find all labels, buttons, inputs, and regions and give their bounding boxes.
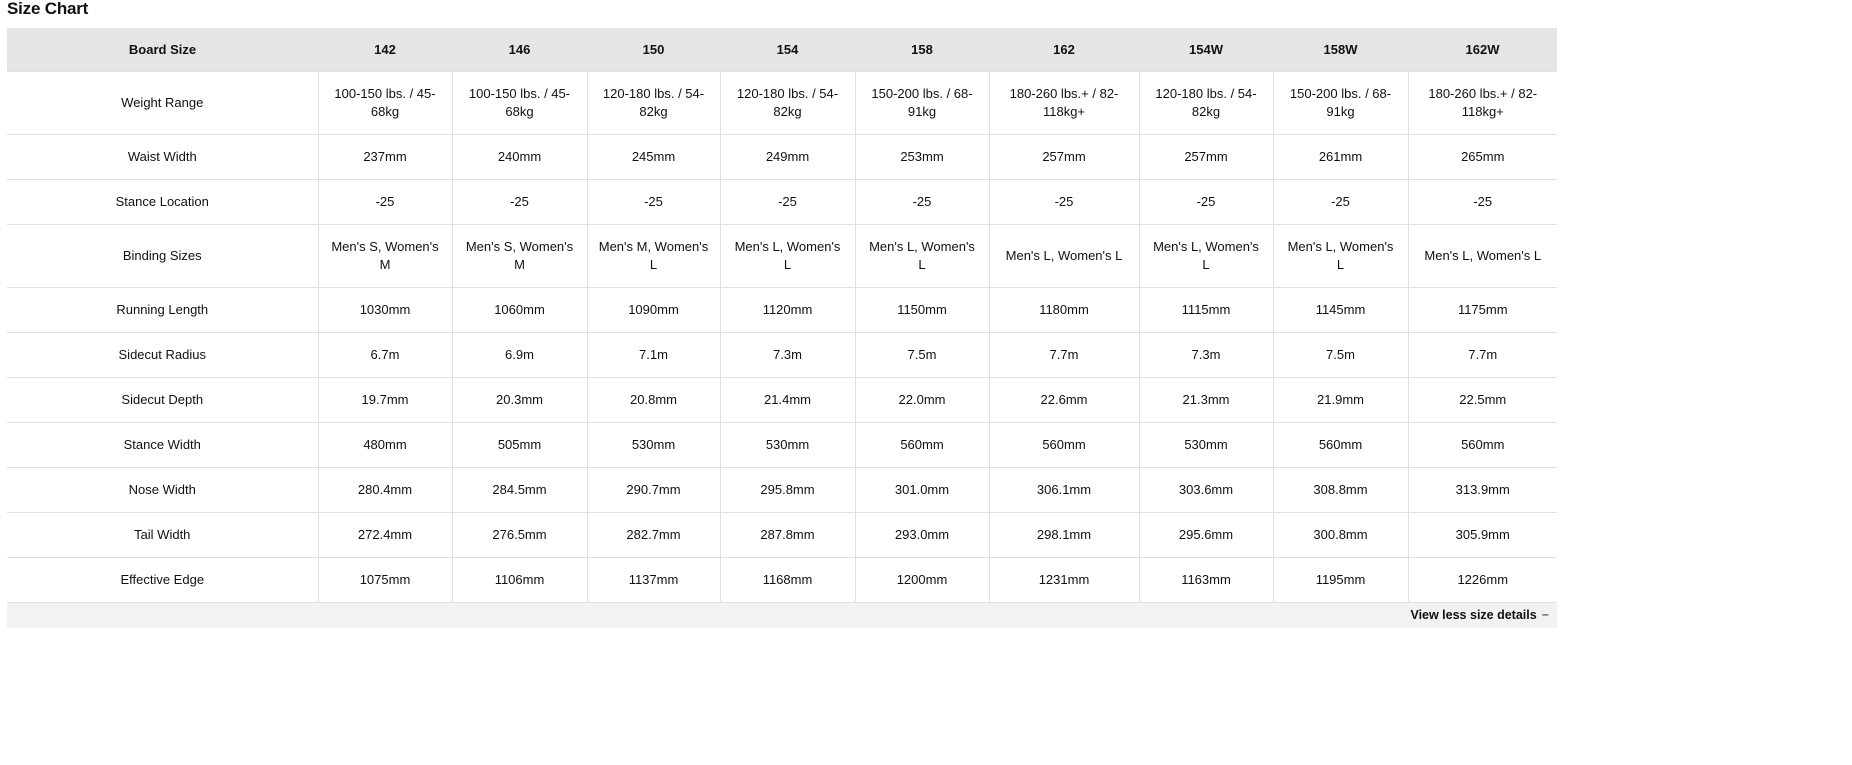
table-cell: 245mm bbox=[587, 134, 720, 179]
table-cell: 7.1m bbox=[587, 332, 720, 377]
table-cell: 1168mm bbox=[720, 557, 855, 602]
table-cell: 1106mm bbox=[452, 557, 587, 602]
table-cell: 1150mm bbox=[855, 287, 989, 332]
table-cell: 21.4mm bbox=[720, 377, 855, 422]
row-label: Stance Location bbox=[7, 179, 318, 224]
table-row bbox=[7, 377, 1557, 422]
table-cell: -25 bbox=[587, 179, 720, 224]
table-cell: 1090mm bbox=[587, 287, 720, 332]
table-cell: 287.8mm bbox=[720, 512, 855, 557]
table-cell: 237mm bbox=[318, 134, 452, 179]
table-cell: 22.0mm bbox=[855, 377, 989, 422]
table-cell: 272.4mm bbox=[318, 512, 452, 557]
size-chart-table bbox=[7, 28, 1557, 602]
table-row bbox=[7, 557, 1557, 602]
table-cell: 22.6mm bbox=[989, 377, 1139, 422]
table-cell: 20.3mm bbox=[452, 377, 587, 422]
table-cell: 306.1mm bbox=[989, 467, 1139, 512]
table-row bbox=[7, 179, 1557, 224]
table-cell: 7.5m bbox=[855, 332, 989, 377]
table-cell: -25 bbox=[989, 179, 1139, 224]
size-column-header: 162 bbox=[989, 28, 1139, 71]
table-cell: 257mm bbox=[989, 134, 1139, 179]
table-cell: 1231mm bbox=[989, 557, 1139, 602]
table-cell: Men's L, Women's L bbox=[1273, 224, 1408, 287]
row-label: Tail Width bbox=[7, 512, 318, 557]
table-cell: 20.8mm bbox=[587, 377, 720, 422]
table-cell: 120-180 lbs. / 54-82kg bbox=[587, 71, 720, 134]
row-label: Effective Edge bbox=[7, 557, 318, 602]
table-header-row bbox=[7, 28, 1557, 71]
row-label: Binding Sizes bbox=[7, 224, 318, 287]
table-cell: -25 bbox=[318, 179, 452, 224]
view-less-toggle[interactable] bbox=[1410, 602, 1549, 628]
table-cell: 265mm bbox=[1408, 134, 1557, 179]
table-cell: 295.8mm bbox=[720, 467, 855, 512]
table-cell: 7.5m bbox=[1273, 332, 1408, 377]
row-label: Running Length bbox=[7, 287, 318, 332]
table-row bbox=[7, 512, 1557, 557]
table-cell: 1075mm bbox=[318, 557, 452, 602]
table-cell: 150-200 lbs. / 68-91kg bbox=[855, 71, 989, 134]
table-row bbox=[7, 422, 1557, 467]
table-cell: 1115mm bbox=[1139, 287, 1273, 332]
table-cell: -25 bbox=[1139, 179, 1273, 224]
table-cell: 290.7mm bbox=[587, 467, 720, 512]
size-column-header: 154W bbox=[1139, 28, 1273, 71]
table-row bbox=[7, 287, 1557, 332]
table-row bbox=[7, 224, 1557, 287]
table-cell: 298.1mm bbox=[989, 512, 1139, 557]
page-title: Size Chart bbox=[7, 0, 89, 18]
table-cell: Men's L, Women's L bbox=[855, 224, 989, 287]
table-cell: 249mm bbox=[720, 134, 855, 179]
table-cell: 282.7mm bbox=[587, 512, 720, 557]
table-cell: 1226mm bbox=[1408, 557, 1557, 602]
table-cell: 100-150 lbs. / 45-68kg bbox=[452, 71, 587, 134]
table-cell: 313.9mm bbox=[1408, 467, 1557, 512]
table-cell: 120-180 lbs. / 54-82kg bbox=[1139, 71, 1273, 134]
table-row bbox=[7, 134, 1557, 179]
table-cell: 280.4mm bbox=[318, 467, 452, 512]
table-cell: 1120mm bbox=[720, 287, 855, 332]
table-cell: 7.3m bbox=[1139, 332, 1273, 377]
table-cell: 293.0mm bbox=[855, 512, 989, 557]
table-cell: 1175mm bbox=[1408, 287, 1557, 332]
table-row bbox=[7, 467, 1557, 512]
table-cell: 284.5mm bbox=[452, 467, 587, 512]
table-cell: 530mm bbox=[587, 422, 720, 467]
table-row bbox=[7, 332, 1557, 377]
table-cell: 560mm bbox=[1273, 422, 1408, 467]
table-cell: 1137mm bbox=[587, 557, 720, 602]
table-cell: 560mm bbox=[855, 422, 989, 467]
table-cell: Men's L, Women's L bbox=[989, 224, 1139, 287]
size-column-header: 146 bbox=[452, 28, 587, 71]
table-cell: 1195mm bbox=[1273, 557, 1408, 602]
table-cell: 301.0mm bbox=[855, 467, 989, 512]
table-cell: 180-260 lbs.+ / 82-118kg+ bbox=[989, 71, 1139, 134]
table-cell: 480mm bbox=[318, 422, 452, 467]
table-cell: 21.9mm bbox=[1273, 377, 1408, 422]
size-column-header: 154 bbox=[720, 28, 855, 71]
view-less-label: View less size details bbox=[1410, 608, 1537, 622]
table-cell: -25 bbox=[720, 179, 855, 224]
size-column-header: 150 bbox=[587, 28, 720, 71]
table-cell: 240mm bbox=[452, 134, 587, 179]
table-cell: 530mm bbox=[720, 422, 855, 467]
table-cell: 261mm bbox=[1273, 134, 1408, 179]
row-label: Sidecut Radius bbox=[7, 332, 318, 377]
table-cell: 7.3m bbox=[720, 332, 855, 377]
table-cell: 276.5mm bbox=[452, 512, 587, 557]
table-cell: 7.7m bbox=[1408, 332, 1557, 377]
table-cell: 1163mm bbox=[1139, 557, 1273, 602]
table-cell: 300.8mm bbox=[1273, 512, 1408, 557]
table-cell: 100-150 lbs. / 45-68kg bbox=[318, 71, 452, 134]
table-cell: Men's S, Women's M bbox=[318, 224, 452, 287]
minus-icon: − bbox=[1541, 608, 1549, 622]
table-cell: 120-180 lbs. / 54-82kg bbox=[720, 71, 855, 134]
table-cell: 1180mm bbox=[989, 287, 1139, 332]
table-row bbox=[7, 71, 1557, 134]
row-label: Nose Width bbox=[7, 467, 318, 512]
table-cell: Men's M, Women's L bbox=[587, 224, 720, 287]
table-cell: 6.9m bbox=[452, 332, 587, 377]
table-cell: -25 bbox=[1273, 179, 1408, 224]
table-cell: 7.7m bbox=[989, 332, 1139, 377]
size-column-header: 158W bbox=[1273, 28, 1408, 71]
row-label: Sidecut Depth bbox=[7, 377, 318, 422]
table-cell: Men's L, Women's L bbox=[720, 224, 855, 287]
table-cell: 150-200 lbs. / 68-91kg bbox=[1273, 71, 1408, 134]
size-chart-table-wrap bbox=[7, 28, 1557, 628]
size-column-header: 162W bbox=[1408, 28, 1557, 71]
row-label: Stance Width bbox=[7, 422, 318, 467]
table-cell: 530mm bbox=[1139, 422, 1273, 467]
table-cell: 303.6mm bbox=[1139, 467, 1273, 512]
table-cell: 295.6mm bbox=[1139, 512, 1273, 557]
table-cell: 257mm bbox=[1139, 134, 1273, 179]
table-cell: -25 bbox=[452, 179, 587, 224]
table-footer bbox=[7, 602, 1557, 628]
size-column-header: 142 bbox=[318, 28, 452, 71]
table-cell: 560mm bbox=[1408, 422, 1557, 467]
table-cell: -25 bbox=[855, 179, 989, 224]
table-cell: 19.7mm bbox=[318, 377, 452, 422]
table-cell: 21.3mm bbox=[1139, 377, 1273, 422]
row-label: Waist Width bbox=[7, 134, 318, 179]
table-cell: Men's S, Women's M bbox=[452, 224, 587, 287]
table-cell: 505mm bbox=[452, 422, 587, 467]
table-cell: 1030mm bbox=[318, 287, 452, 332]
table-cell: 1145mm bbox=[1273, 287, 1408, 332]
table-cell: 180-260 lbs.+ / 82-118kg+ bbox=[1408, 71, 1557, 134]
table-cell: 253mm bbox=[855, 134, 989, 179]
table-cell: -25 bbox=[1408, 179, 1557, 224]
size-column-header: 158 bbox=[855, 28, 989, 71]
table-cell: Men's L, Women's L bbox=[1139, 224, 1273, 287]
table-cell: 305.9mm bbox=[1408, 512, 1557, 557]
row-label: Weight Range bbox=[7, 71, 318, 134]
table-cell: 1060mm bbox=[452, 287, 587, 332]
table-cell: 6.7m bbox=[318, 332, 452, 377]
table-cell: 308.8mm bbox=[1273, 467, 1408, 512]
table-cell: 1200mm bbox=[855, 557, 989, 602]
table-cell: 560mm bbox=[989, 422, 1139, 467]
board-size-header: Board Size bbox=[7, 28, 318, 71]
table-cell: 22.5mm bbox=[1408, 377, 1557, 422]
table-cell: Men's L, Women's L bbox=[1408, 224, 1557, 287]
